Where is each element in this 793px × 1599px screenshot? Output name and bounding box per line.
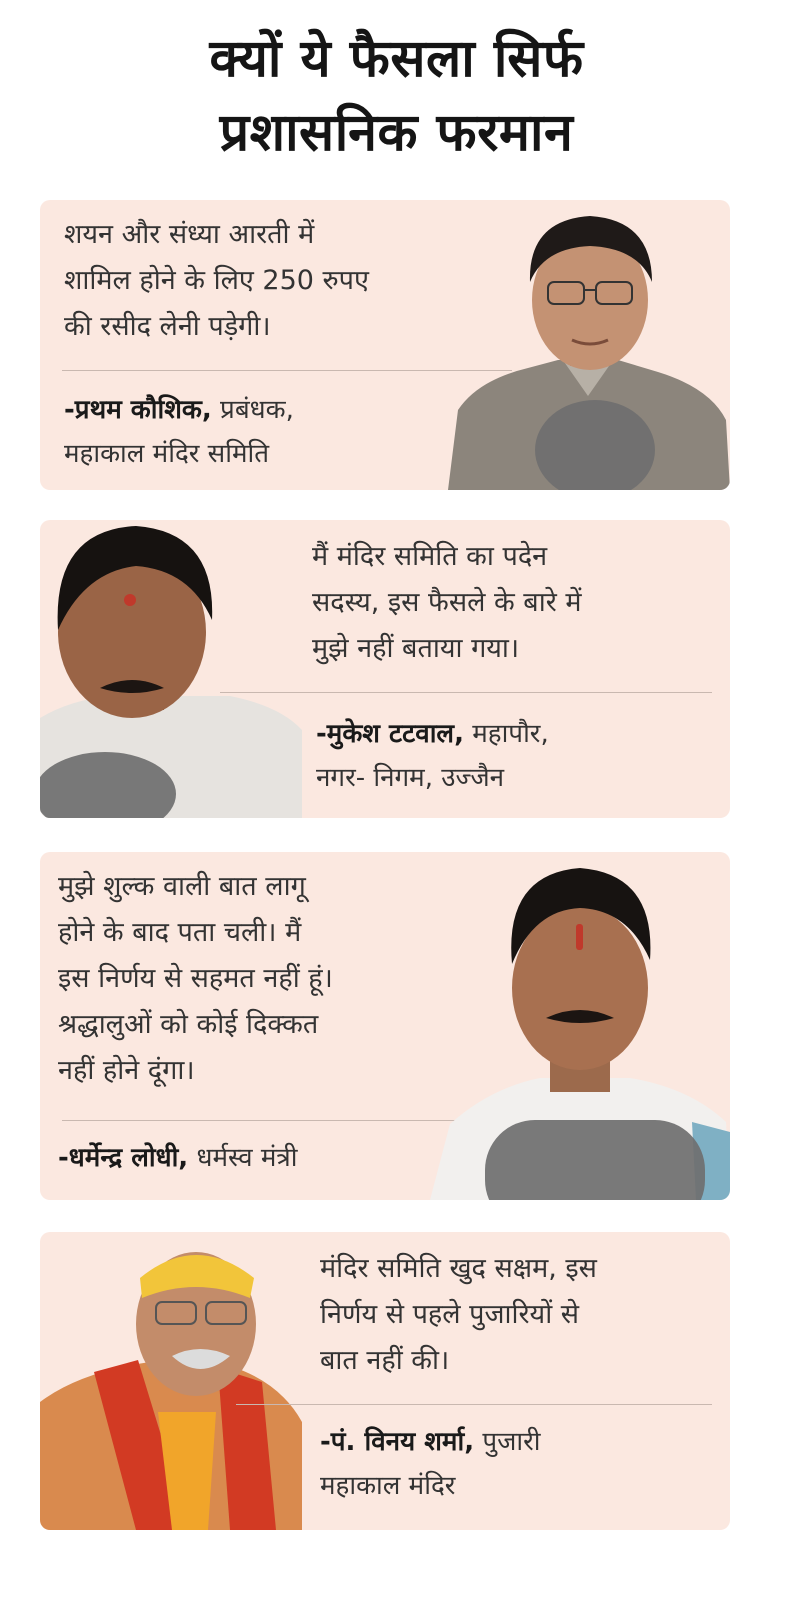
attribution <box>64 388 294 476</box>
divider <box>62 370 512 371</box>
speaker-org: महाकाल मंदिर समिति <box>64 439 270 469</box>
speaker-role: पुजारी <box>474 1427 541 1457</box>
quote-text: शयन और संध्या आरती में शामिल होने के लिए 250 रुपए की रसीद लेनी पड़ेगी। <box>64 219 369 342</box>
attribution <box>316 712 549 800</box>
quote-card-4 <box>40 1232 730 1530</box>
quote-text: मैं मंदिर समिति का पदेन सदस्य, इस फैसले के बारे में मुझे नहीं बताया गया। <box>312 541 582 664</box>
headline-line-2: प्रशासनिक फरमान <box>219 103 574 163</box>
speaker-name: -धर्मेन्द्र लोधी, <box>58 1143 189 1173</box>
speaker-name: -मुकेश टटवाल, <box>316 719 464 749</box>
quote-text: मुझे शुल्क वाली बात लागू होने के बाद पता चली। मैं इस निर्णय से सहमत नहीं हूं। श्रद्धालुओं को कोई दिक्कत नहीं होने दूंगा। <box>58 871 333 1086</box>
attribution <box>58 1136 297 1180</box>
speaker-name: -प्रथम कौशिक, <box>64 395 212 425</box>
redaction-mark <box>485 1120 705 1200</box>
divider <box>236 1404 712 1405</box>
speaker-role: महापौर, <box>463 719 549 749</box>
headline-line-1: क्यों ये फैसला सिर्फ <box>209 29 584 89</box>
quote-card-3 <box>40 852 730 1200</box>
speaker-org: नगर- निगम, उज्जैन <box>316 763 505 793</box>
quote-card-2 <box>40 520 730 818</box>
speaker-role: धर्मस्व मंत्री <box>188 1143 298 1173</box>
portrait-photo <box>40 1232 302 1530</box>
speaker-role: प्रबंधक, <box>211 395 294 425</box>
divider <box>220 692 712 693</box>
redaction-mark <box>535 400 655 490</box>
attribution <box>320 1420 541 1508</box>
quote-text: मंदिर समिति खुद सक्षम, इस निर्णय से पहले पुजारियों से बात नहीं की। <box>320 1253 597 1376</box>
quote-card-1 <box>40 200 730 490</box>
speaker-name: -पं. विनय शर्मा, <box>320 1427 475 1457</box>
speaker-org: महाकाल मंदिर <box>320 1471 456 1501</box>
